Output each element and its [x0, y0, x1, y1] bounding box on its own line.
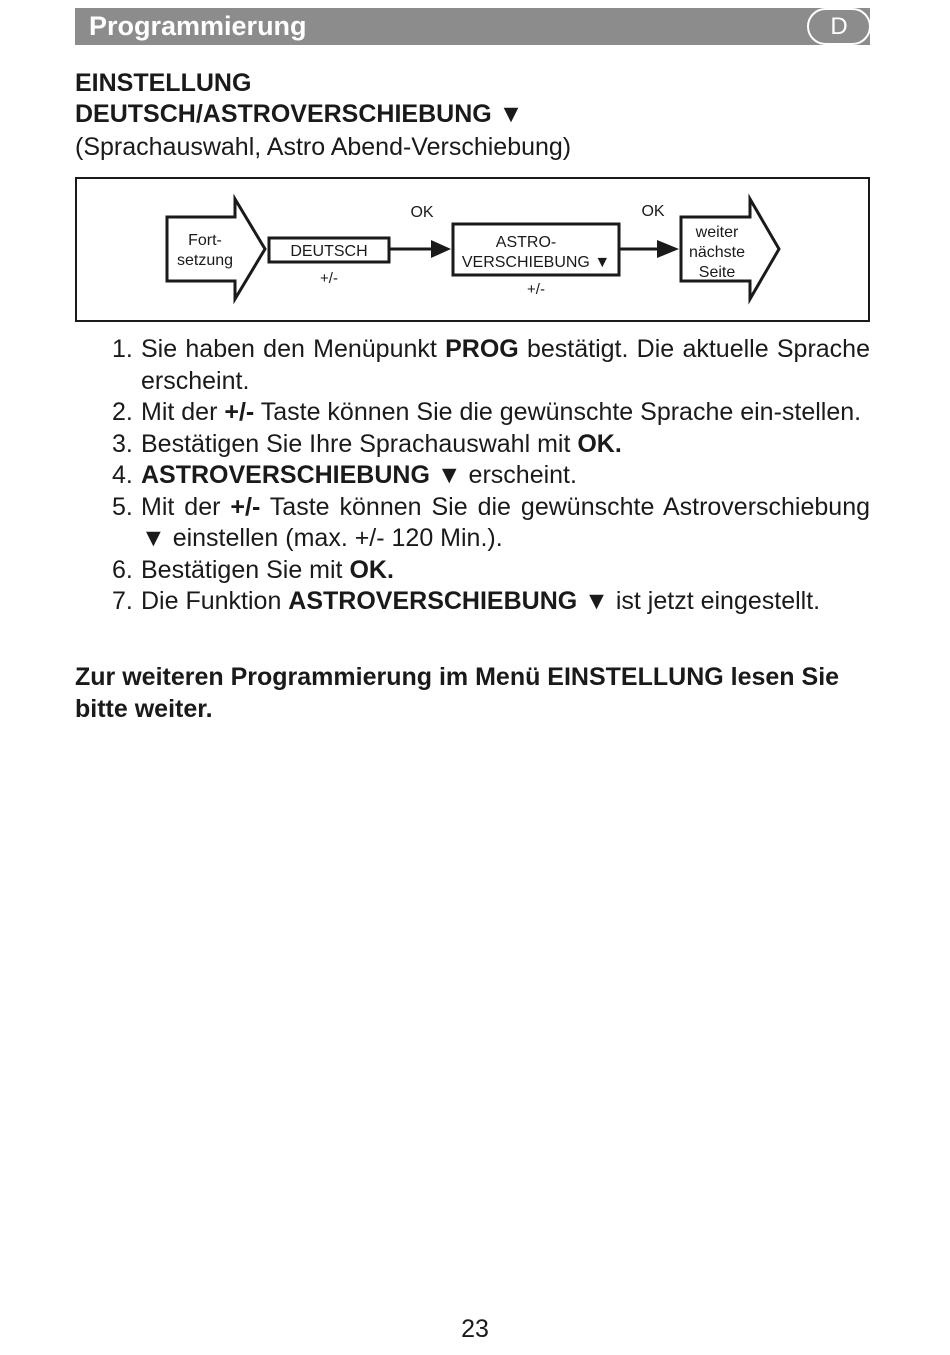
step-item: [75, 460, 870, 492]
step-item: [75, 397, 870, 429]
end-label-line1: weiter: [695, 224, 739, 241]
header-bar: [75, 8, 870, 45]
step-number: 5.: [112, 492, 133, 521]
step-text: Mit der: [141, 398, 225, 426]
step-keyword: +/-: [224, 398, 255, 426]
step-text: Die Funktion: [141, 587, 289, 615]
step-number: 6.: [112, 555, 133, 584]
section-heading: [75, 68, 875, 130]
step-item: [75, 555, 870, 587]
deutsch-label: DEUTSCH: [290, 243, 368, 260]
flow-diagram-svg: [77, 179, 868, 320]
start-label-line2: setzung: [176, 252, 234, 269]
step-keyword: OK.: [577, 429, 622, 458]
step-text: ▼ erscheint.: [429, 461, 577, 489]
start-label-line1: Fort-: [188, 232, 222, 249]
step-keyword: +/-: [230, 492, 261, 521]
step-number: 4.: [112, 461, 133, 489]
step-text: Taste können Sie die gewünschte Sprache ein-stellen.: [254, 398, 862, 426]
step-item: [75, 492, 870, 555]
step-text: Bestätigen Sie Ihre Sprachauswahl mit: [141, 429, 578, 458]
connector-arrowhead-2: [657, 240, 679, 258]
instruction-steps: [75, 334, 870, 618]
ok-label-2: OK: [641, 203, 665, 220]
astro-plusminus: +/-: [527, 281, 545, 298]
step-item: [75, 429, 870, 461]
step-text: Sie haben den Menüpunkt: [141, 335, 446, 363]
step-text: Bestätigen Sie mit: [141, 555, 350, 584]
step-number: 7.: [112, 587, 133, 615]
step-number: 1.: [112, 335, 133, 363]
end-label-line3: Seite: [698, 264, 736, 281]
step-keyword: PROG: [445, 335, 519, 363]
ok-label-1: OK: [410, 204, 434, 221]
end-label-line2: nächste: [688, 244, 746, 261]
deutsch-plusminus: +/-: [320, 270, 338, 287]
section-subtitle: (Sprachauswahl, Astro Abend-Verschiebung): [75, 133, 572, 161]
connector-arrowhead-1: [431, 240, 451, 258]
step-keyword: ASTROVERSCHIEBUNG: [288, 587, 578, 615]
section-heading-line2: DEUTSCH/ASTROVERSCHIEBUNG ▼: [75, 100, 524, 128]
step-number: 2.: [112, 398, 133, 426]
step-text: Mit der: [141, 492, 231, 521]
step-number: 3.: [112, 429, 133, 458]
step-item: [75, 586, 870, 618]
page-number: 23: [461, 1315, 489, 1343]
section-heading-line1: EINSTELLUNG: [75, 69, 252, 97]
page-title: Programmierung: [89, 11, 307, 41]
language-badge: D: [807, 8, 871, 45]
step-keyword: ASTROVERSCHIEBUNG: [141, 461, 430, 489]
flow-diagram: [75, 177, 870, 322]
closing-note: Zur weiteren Programmierung im Menü EINSTELLUNG lesen Sie bitte weiter.: [75, 663, 840, 723]
step-keyword: OK.: [349, 555, 394, 584]
start-arrow-shape: [167, 199, 265, 299]
step-text: ▼ ist jetzt eingestellt.: [577, 587, 821, 615]
astro-label-line2: VERSCHIEBUNG ▼: [461, 254, 611, 271]
step-text: Taste können Sie die gewünschte Astroverschiebung ▼ einstellen (max. +/- 120 Min.).: [141, 492, 870, 552]
step-item: [75, 334, 870, 397]
astro-label-line1: ASTRO-: [495, 234, 557, 251]
step-text: bestätigt. Die aktuelle Sprache erscheint.: [141, 335, 870, 395]
